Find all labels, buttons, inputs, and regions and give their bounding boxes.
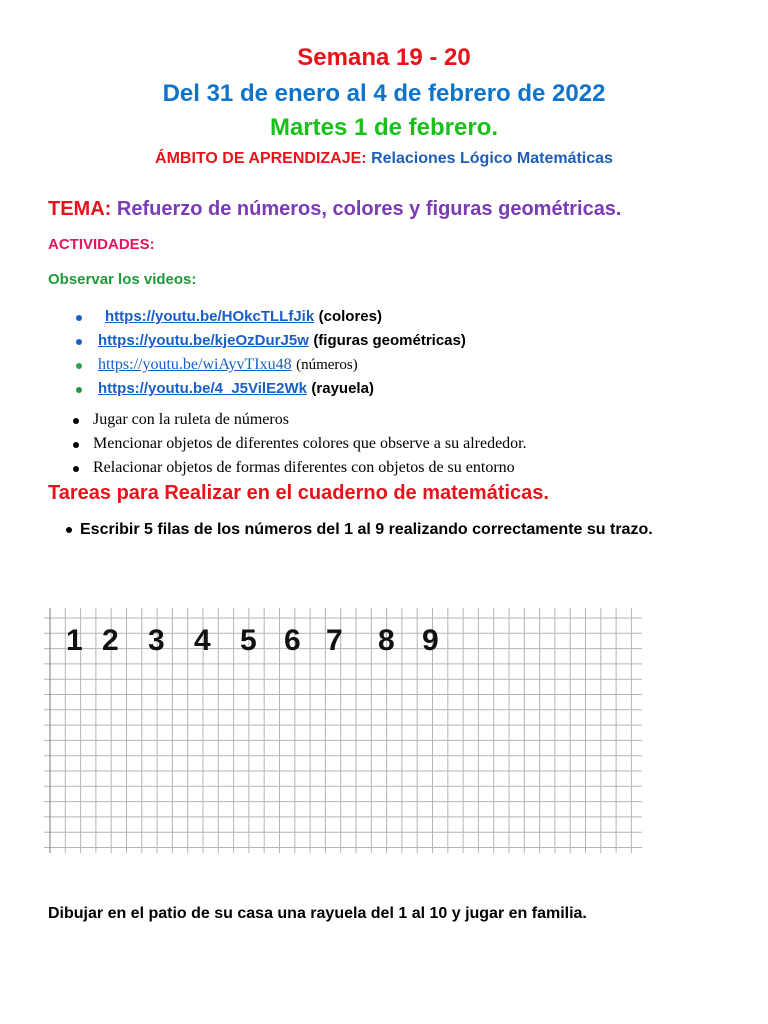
handwritten-digit: 4 bbox=[194, 624, 211, 657]
observar-title: Observar los videos: bbox=[48, 271, 197, 288]
handwritten-digit: 7 bbox=[326, 624, 343, 657]
activity-text: Mencionar objetos de diferentes colores que observe a su alrededor. bbox=[93, 435, 527, 452]
tareas-title: Tareas para Realizar en el cuaderno de matemáticas. bbox=[48, 482, 549, 504]
handwritten-digit: 2 bbox=[102, 624, 119, 657]
bullet-icon bbox=[73, 418, 79, 424]
video-link-numeros[interactable]: https://youtu.be/wiAyvTIxu48 bbox=[98, 356, 292, 373]
video-link-colores[interactable]: https://youtu.be/HOkcTLLfJik bbox=[105, 308, 315, 325]
tarea-2-text: Dibujar en el patio de su casa una rayuela del 1 al 10 y jugar en familia. bbox=[48, 905, 587, 922]
tarea-1-text: Escribir 5 filas de los números del 1 al 9 realizando correctamente su trazo. bbox=[80, 521, 653, 538]
ambito-value: Relaciones Lógico Matemáticas bbox=[371, 150, 613, 167]
video-link-rayuela[interactable]: https://youtu.be/4_J5VilE2Wk bbox=[98, 380, 307, 397]
bullet-icon bbox=[73, 442, 79, 448]
bullet-icon bbox=[73, 466, 79, 472]
day-title: Martes 1 de febrero. bbox=[269, 114, 499, 141]
handwritten-digit: 5 bbox=[240, 624, 257, 657]
tema-label: TEMA: bbox=[48, 198, 112, 220]
date-range: Del 31 de enero al 4 de febrero de 2022 bbox=[162, 80, 606, 107]
notebook-grid bbox=[44, 608, 642, 853]
handwritten-digit: 1 bbox=[66, 624, 83, 657]
handwritten-digit: 6 bbox=[284, 624, 301, 657]
tema-line bbox=[48, 198, 622, 221]
activity-text: Relacionar objetos de formas diferentes con objetos de su entorno bbox=[93, 459, 515, 476]
bullet-icon bbox=[66, 527, 72, 533]
video-link-figuras[interactable]: https://youtu.be/kjeOzDurJ5w bbox=[98, 332, 309, 349]
video-note: (figuras geométricas) bbox=[313, 332, 466, 349]
actividades-title: ACTIVIDADES: bbox=[48, 236, 155, 253]
activity-text: Jugar con la ruleta de números bbox=[93, 411, 289, 428]
bullet-icon bbox=[76, 363, 82, 369]
bullet-icon bbox=[76, 387, 82, 393]
video-note: (rayuela) bbox=[311, 380, 374, 397]
semana-title: Semana 19 - 20 bbox=[297, 44, 471, 71]
bullet-icon bbox=[76, 339, 82, 345]
handwritten-digit: 9 bbox=[422, 624, 439, 657]
ambito-label: ÁMBITO DE APRENDIZAJE: bbox=[155, 150, 367, 167]
handwritten-digit: 8 bbox=[378, 624, 395, 657]
handwritten-digit: 3 bbox=[148, 624, 165, 657]
video-note: (colores) bbox=[318, 308, 382, 325]
bullet-icon bbox=[76, 315, 82, 321]
tema-value: Refuerzo de números, colores y figuras geométricas. bbox=[116, 198, 622, 220]
ambito-line bbox=[0, 150, 768, 168]
video-note: (números) bbox=[296, 357, 358, 373]
